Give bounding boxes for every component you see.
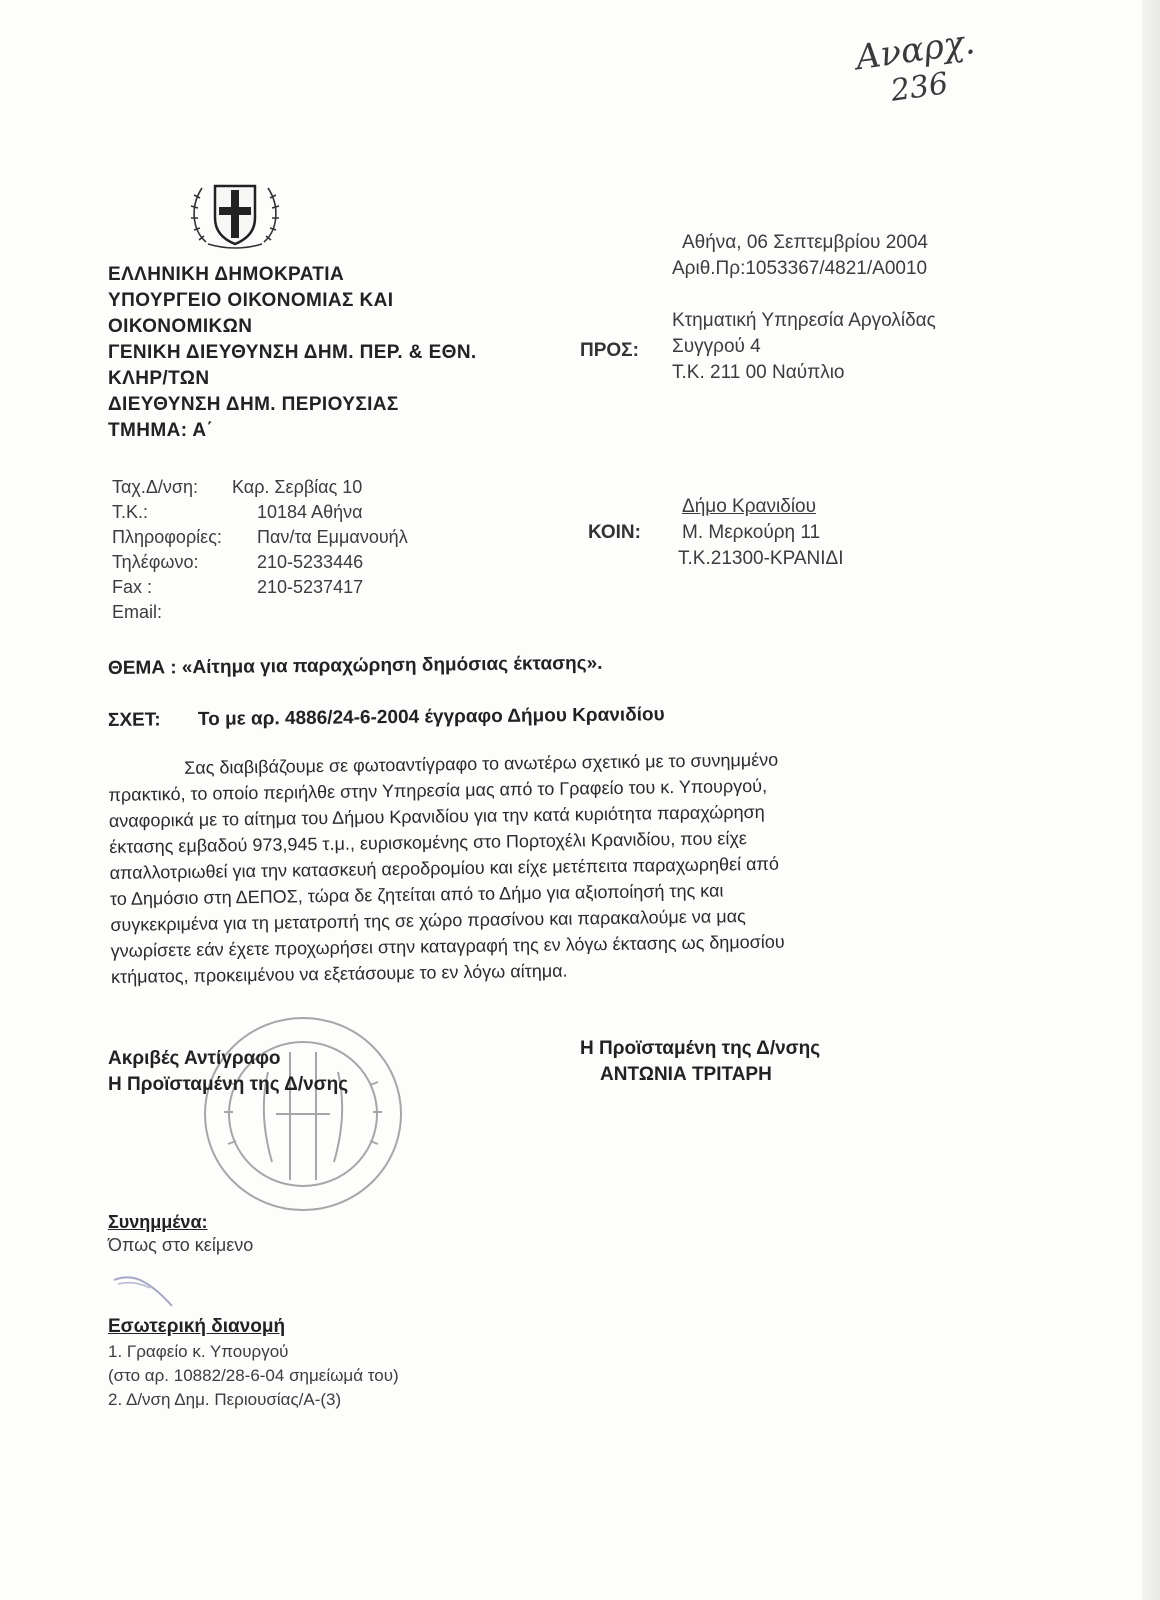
body-line: το Δημόσιο στη ΔΕΠΟΣ, τώρα δε ζητείται από το Δήμο για αξιοποίησή της και: [109, 880, 724, 909]
contact-label: Πληροφορίες:: [112, 527, 222, 547]
issuer-header: [108, 262, 477, 444]
contact-value: Παν/τα Εμμανουήλ: [257, 527, 408, 547]
handwritten-line: 236: [888, 66, 951, 109]
certified-copy-line: Η Προϊσταμένη της Δ/νσης: [108, 1074, 349, 1095]
reference-label: ΣΧΕΤ:: [107, 709, 161, 731]
contact-label: Email:: [112, 602, 163, 622]
signatory-title: Η Προϊσταμένη της Δ/νσης: [580, 1038, 821, 1059]
body-line: έκτασης εμβαδού 973,945 τ.μ., ευρισκομένης στο Πορτοχέλι Κρανιδίου, που είχε: [109, 828, 747, 857]
body-line: πρακτικό, το οποίο περιήλθε στην Υπηρεσία μας από το Γραφείο του κ. Υπουργού,: [108, 775, 768, 805]
distribution-heading: Εσωτερική διανομή: [108, 1316, 286, 1337]
body-line: γνωρίσετε εάν έχετε προχωρήσει στην καταγραφή της εν λόγω έκτασης ως δημοσίου: [110, 931, 785, 961]
body-line: Σας διαβιβάζουμε σε φωτοαντίγραφο το ανωτέρω σχετικό με το συνημμένο: [184, 749, 779, 778]
contact-value: 10184 Αθήνα: [257, 502, 363, 522]
scan-edge: [1142, 0, 1160, 1600]
recipient-block: [672, 308, 936, 386]
distribution-line: 2. Δ/νση Δημ. Περιουσίας/Α-(3): [108, 1390, 342, 1409]
cc-label: ΚΟΙΝ:: [588, 522, 641, 543]
contact-label: Τηλέφωνο:: [112, 552, 199, 572]
contact-label: Τ.Κ.:: [112, 502, 149, 522]
handwritten-line: Αναρχ.: [853, 22, 978, 79]
cc-line: Δήμο Κρανιδίου: [682, 496, 816, 517]
header-line: ΥΠΟΥΡΓΕΙΟ ΟΙΚΟΝΟΜΙΑΣ ΚΑΙ: [108, 290, 394, 311]
header-line: ΕΛΛΗΝΙΚΗ ΔΗΜΟΚΡΑΤΙΑ: [108, 264, 345, 285]
date-line: Αθήνα, 06 Σεπτεμβρίου 2004: [682, 232, 928, 253]
contact-row: [112, 525, 408, 550]
contact-block: [112, 475, 408, 625]
body-line: απαλλοτριωθεί για την κατασκευή αεροδρομίου και είχε μετέπειτα παραχωρηθεί από: [109, 853, 780, 883]
attachments-heading: Συνημμένα:: [108, 1212, 208, 1232]
cc-block: [678, 494, 844, 572]
contact-row: [112, 500, 408, 525]
attachments-text: Όπως στο κείμενο: [108, 1235, 254, 1255]
header-line: ΚΛΗΡ/ΤΩΝ: [108, 368, 210, 389]
recipient-line: Κτηματική Υπηρεσία Αργολίδας: [672, 310, 936, 331]
recipient-label: ΠΡΟΣ:: [580, 340, 639, 361]
distribution-line: 1. Γραφείο κ. Υπουργού: [108, 1342, 289, 1361]
body-line: συγκεκριμένα για τη μετατροπή της σε χώρο πρασίνου και παρακαλούμε να μας: [110, 906, 746, 935]
contact-row: [112, 475, 408, 500]
contact-label: Ταχ.Δ/νση:: [112, 477, 199, 497]
attachments-block: [108, 1212, 253, 1257]
body-line: κτήματος, προκειμένου να εξετάσουμε το εν λόγω αίτημα.: [110, 960, 568, 987]
certified-copy-block: [108, 1046, 348, 1098]
header-line: ΔΙΕΥΘΥΝΣΗ ΔΗΜ. ΠΕΡΙΟΥΣΙΑΣ: [108, 394, 399, 415]
distribution-line: (στο αρ. 10882/28-6-04 σημείωμά του): [108, 1366, 399, 1385]
letter-body: [108, 744, 956, 990]
header-line: ΓΕΝΙΚΗ ΔΙΕΥΘΥΝΣΗ ΔΗΜ. ΠΕΡ. & ΕΘΝ.: [108, 342, 477, 363]
contact-row: [112, 575, 408, 600]
certified-copy-line: Ακριβές Αντίγραφο: [108, 1048, 281, 1069]
internal-distribution-block: [108, 1316, 399, 1412]
official-stamp-seal: [198, 1012, 408, 1217]
contact-row: [112, 550, 408, 575]
header-line: ΤΜΗΜΑ: Α΄: [108, 420, 214, 441]
recipient-line: Τ.Κ. 211 00 Ναύπλιο: [672, 362, 845, 383]
reference-text: Το με αρ. 4886/24-6-2004 έγγραφο Δήμου Κρανιδίου: [197, 704, 665, 731]
body-line: αναφορικά με το αίτημα του Δήμου Κρανιδίου για την κατά κυριότητα παραχώρηση: [108, 801, 765, 831]
contact-label: Fax :: [112, 577, 153, 597]
coat-of-arms-emblem: [188, 178, 282, 250]
contact-row: [112, 600, 408, 625]
cc-line: Τ.Κ.21300-ΚΡΑΝΙΔΙ: [678, 548, 844, 569]
recipient-line: Συγγρού 4: [672, 336, 761, 357]
pen-scribble: [110, 1272, 180, 1312]
contact-value: Καρ. Σερβίας 10: [232, 477, 363, 497]
contact-value: 210-5237417: [257, 577, 364, 597]
reference-line: [108, 704, 665, 732]
protocol-number: Αριθ.Πρ:1053367/4821/Α0010: [672, 258, 928, 279]
signature-block: [580, 1036, 820, 1088]
cc-line: Μ. Μερκούρη 11: [682, 522, 821, 543]
contact-value: 210-5233446: [257, 552, 364, 572]
subject-line: ΘΕΜΑ : «Αίτημα για παραχώρηση δημόσιας έκτασης».: [107, 652, 603, 679]
header-line: ΟΙΚΟΝΟΜΙΚΩΝ: [108, 316, 253, 337]
handwritten-note: [853, 22, 982, 113]
signatory-name: ΑΝΤΩΝΙΑ ΤΡΙΤΑΡΗ: [600, 1064, 772, 1085]
